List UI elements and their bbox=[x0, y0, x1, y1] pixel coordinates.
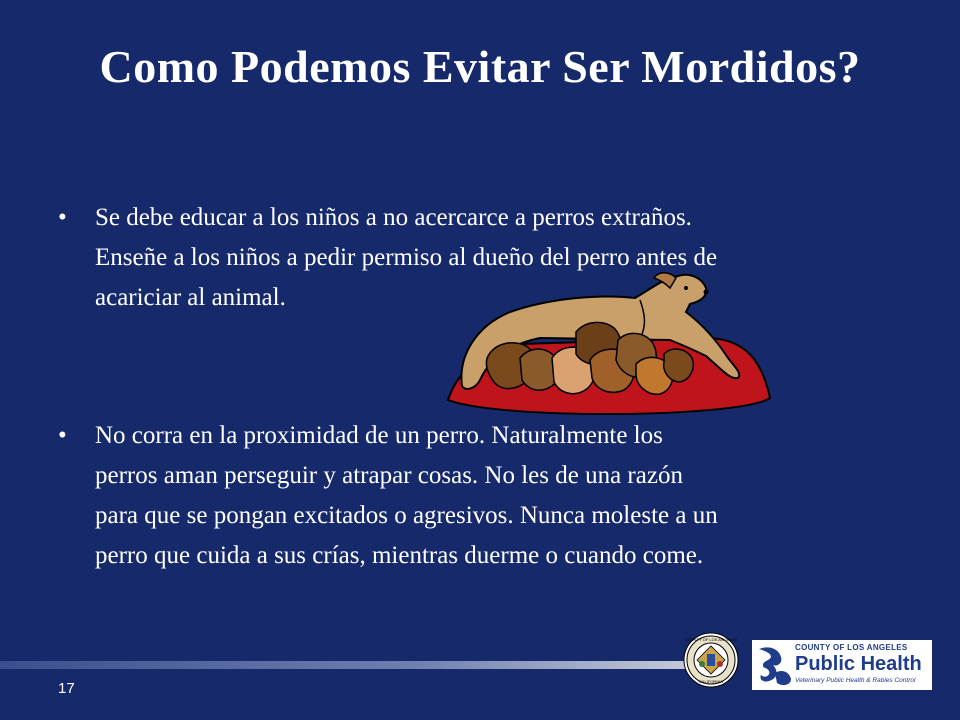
seal-text: COUNTY OF LOS ANGELES bbox=[684, 637, 738, 642]
bullet-line: Enseñe a los niños a pedir permiso al dueño del perro antes de bbox=[95, 244, 718, 271]
bullet-line: acariciar al animal. bbox=[95, 284, 286, 311]
bullet-line: Se debe educar a los niños a no acercarce a perros extraños. bbox=[95, 204, 692, 231]
svg-text:CALIFORNIA: CALIFORNIA bbox=[698, 679, 724, 684]
bullet-line: perros aman perseguir y atrapar cosas. No les de una razón bbox=[95, 462, 683, 489]
bullet-line: No corra en la proximidad de un perro. Naturalmente los bbox=[95, 422, 663, 449]
logo-county-text: COUNTY OF LOS ANGELES bbox=[795, 643, 908, 652]
county-seal-icon bbox=[683, 632, 739, 688]
bullet-text bbox=[95, 416, 918, 576]
logo-subtitle-text: Veterinary Public Health & Rabies Control bbox=[795, 677, 916, 684]
footer-divider bbox=[0, 661, 690, 669]
slide-title: Como Podemos Evitar Ser Mordidos? bbox=[99, 41, 861, 92]
bullet-marker: • bbox=[58, 204, 67, 231]
bullet-marker: • bbox=[58, 422, 67, 449]
bullet-line: para que se pongan excitados o agresivos. Nunca moleste a un bbox=[95, 502, 718, 529]
page-number: 17 bbox=[58, 680, 75, 697]
dog-nursing-puppies-illustration bbox=[440, 268, 774, 420]
public-health-mark-icon bbox=[755, 643, 793, 687]
logo-public-health-text: Public Health bbox=[795, 653, 922, 675]
public-health-logo bbox=[752, 640, 932, 690]
bullet-line: perro que cuida a sus crías, mientras duerme o cuando come. bbox=[95, 542, 704, 569]
